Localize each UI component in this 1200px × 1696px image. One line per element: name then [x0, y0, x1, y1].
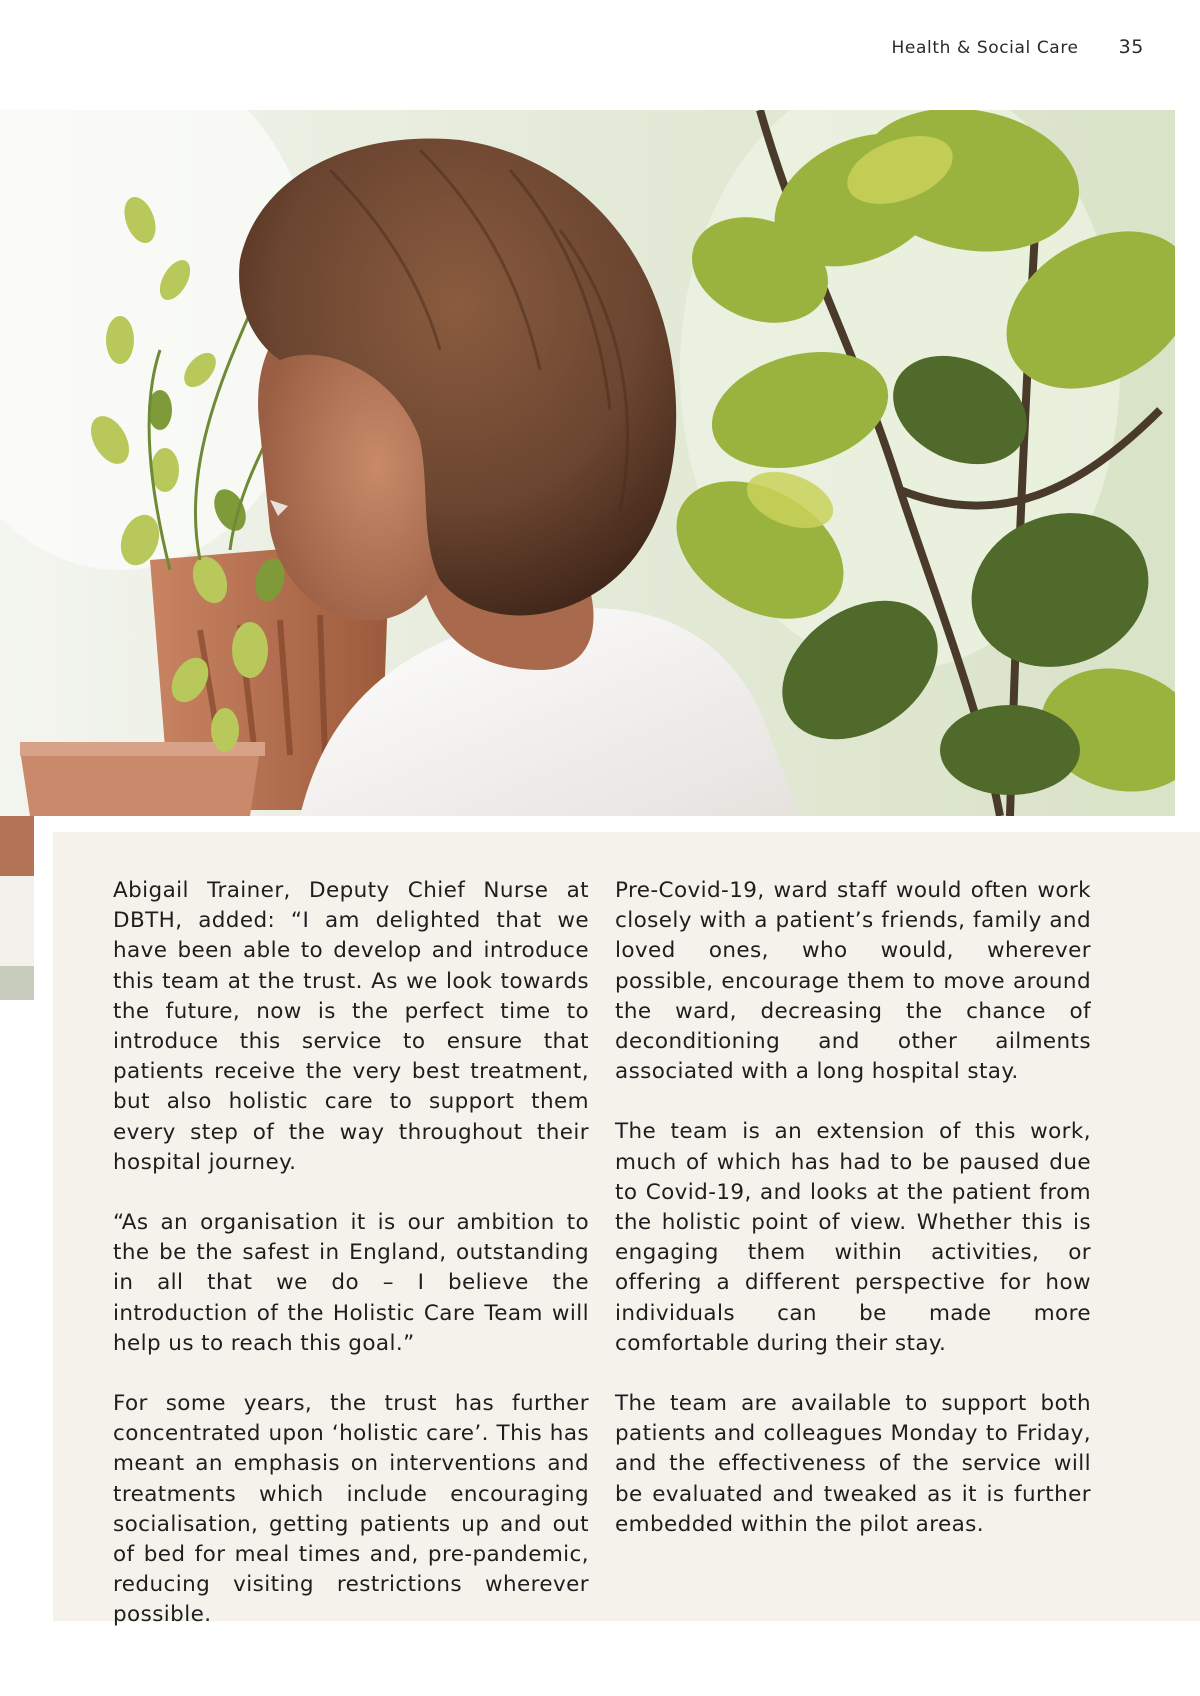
text-panel [34, 816, 1200, 1628]
paragraph: The team is an extension of this work, much of which has had to be paused due to Covid-19, and looks at the patient from the holistic point of view. Whether this is engaging them within activities, or offering a different perspective for how individuals can be made more comfortable during their stay. [615, 1119, 1091, 1356]
article-columns [113, 876, 1091, 1661]
paragraph: Pre-Covid-19, ward staff would often work closely with a patient’s friends, family and loved ones, who would, wherever possible, encourage them to move around the ward, decreasing the chance of deconditioning and other ailments associated with a long hospital stay. [615, 878, 1091, 1085]
feature-photo [0, 110, 1175, 816]
text-panel-background [53, 832, 1200, 1628]
feature-photo-illustration [0, 110, 1175, 816]
page-number: 35 [1118, 36, 1144, 58]
running-header [892, 36, 1144, 58]
photo-strip-illustration [0, 816, 34, 1000]
paragraph: For some years, the trust has further concentrated upon ‘holistic care’. This has meant an emphasis on interventions and treatments which include encouraging socialisation, getting patients up and out of bed for meal times and, pre-pandemic, reducing visiting restrictions wherever possible. [113, 1391, 589, 1628]
photo-strip [0, 816, 34, 1000]
paragraph: “As an organisation it is our ambition to the be the safest in England, outstanding in all that we do – I believe the introduction of the Holistic Care Team will help us to reach this goal.” [113, 1210, 589, 1356]
left-column [113, 876, 589, 1661]
right-column [615, 876, 1091, 1661]
paragraph: The team are available to support both patients and colleagues Monday to Friday, and the effectiveness of the service will be evaluated and tweaked as it is further embedded within the pilot areas. [615, 1391, 1091, 1537]
paragraph: Abigail Trainer, Deputy Chief Nurse at DBTH, added: “I am delighted that we have been able to develop and introduce this team at the trust. As we look towards the future, now is the perfect time to introduce this service to ensure that patients receive the very best treatment, but also holistic care to support them every step of the way throughout their hospital journey. [113, 878, 589, 1175]
section-title: Health & Social Care [891, 38, 1079, 58]
